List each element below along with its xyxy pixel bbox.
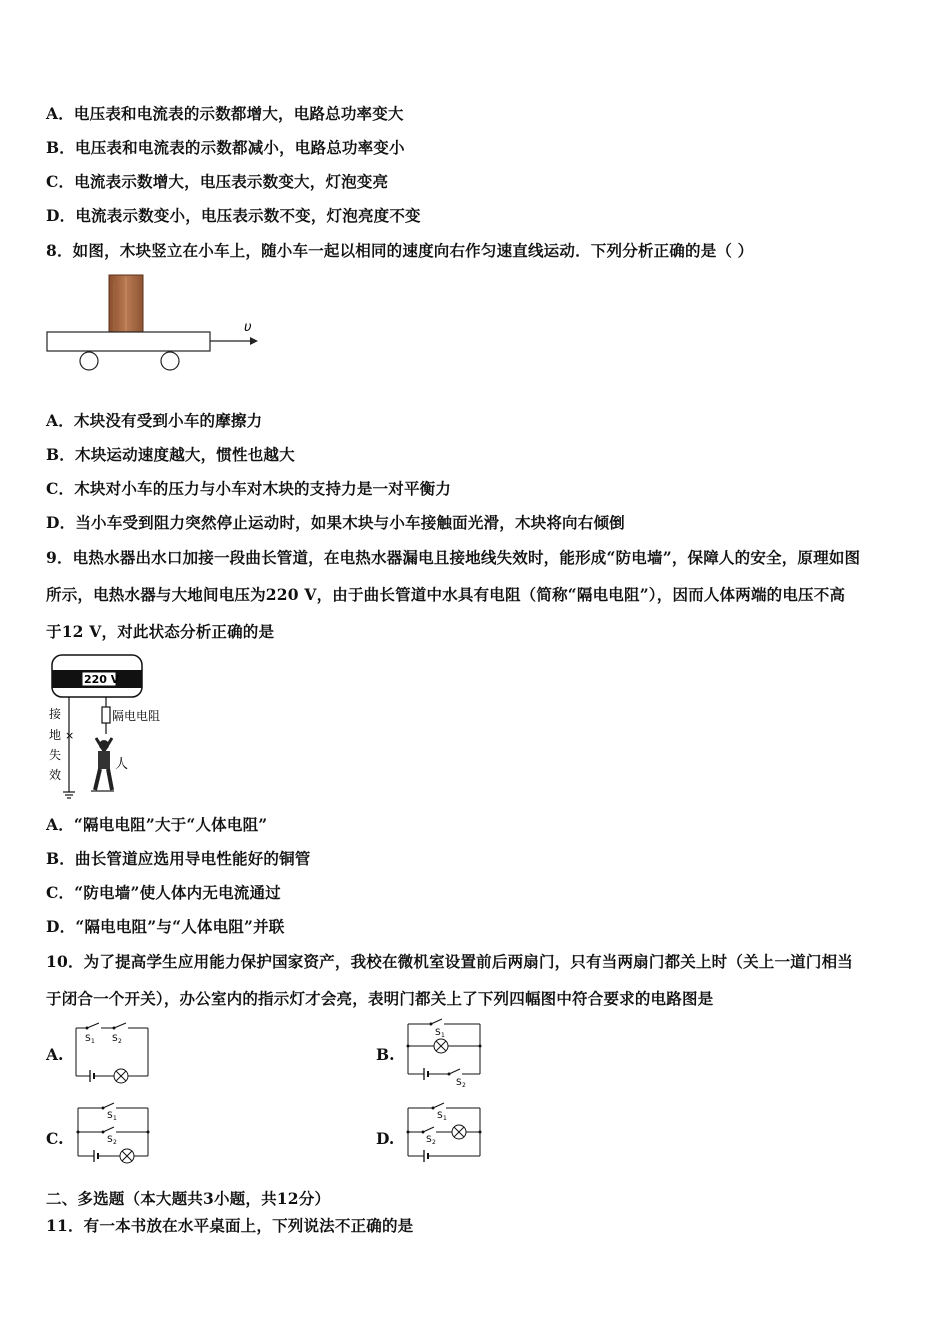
svg-text:1: 1 <box>91 1038 95 1045</box>
svg-text:S: S <box>112 1034 118 1044</box>
svg-text:1: 1 <box>443 1115 447 1122</box>
q8-option-c: C．木块对小车的压力与小车对木块的支持力是一对平衡力 <box>46 479 452 498</box>
q10-circuit-d <box>402 1100 487 1170</box>
ground-char-1: 接 <box>49 707 62 721</box>
svg-text:S: S <box>107 1111 113 1121</box>
ground-char-4: 效 <box>49 768 62 782</box>
velocity-label: υ <box>244 320 252 335</box>
q10-choice-c-label: C. <box>46 1129 64 1148</box>
svg-text:×: × <box>65 729 75 742</box>
svg-text:S: S <box>456 1078 462 1088</box>
svg-text:1: 1 <box>441 1032 445 1039</box>
q8-stem: 8．如图，木块竖立在小车上，随小车一起以相同的速度向右作匀速直线运动．下列分析正确的是（ ） <box>46 241 754 260</box>
q9-stem-line2: 所示，电热水器与大地间电压为220 V，由于曲长管道中水具有电阻（简称“隔电电阻”），因而人体两端的电压不高 <box>46 585 846 604</box>
ground-char-2: 地 <box>49 728 62 742</box>
ground-char-3: 失 <box>49 748 62 762</box>
q10-circuit-a <box>72 1020 152 1088</box>
isolation-resistor <box>102 707 110 723</box>
q7-option-a: A．电压表和电流表的示数都增大，电路总功率变大 <box>46 104 404 123</box>
q9-option-b: B．曲长管道应选用导电性能好的铜管 <box>46 849 311 868</box>
q10-choice-d-label: D. <box>376 1129 395 1148</box>
svg-text:2: 2 <box>118 1038 122 1045</box>
q9-option-c: C．“防电墙”使人体内无电流通过 <box>46 883 281 902</box>
svg-text:2: 2 <box>432 1139 436 1146</box>
q8-option-d: D．当小车受到阻力突然停止运动时，如果木块与小车接触面光滑，木块将向右倾倒 <box>46 513 625 532</box>
q9-option-d: D．“隔电电阻”与“人体电阻”并联 <box>46 917 285 936</box>
svg-text:S: S <box>107 1135 113 1145</box>
q9-option-a: A．“隔电电阻”大于“人体电阻” <box>46 815 268 834</box>
svg-text:2: 2 <box>113 1139 117 1146</box>
q10-stem-line2: 于闭合一个开关），办公室内的指示灯才会亮，表明门都关上了下列四幅图中符合要求的电路图是 <box>46 989 714 1008</box>
q9-stem-line1: 9．电热水器出水口加接一段曲长管道，在电热水器漏电且接地线失效时，能形成“防电墙”，保障人的安全，原理如图 <box>46 548 861 567</box>
cart-body <box>47 332 210 351</box>
resistor-label: 隔电电阻 <box>112 709 161 723</box>
q7-option-c: C．电流表示数增大，电压表示数变大，灯泡变亮 <box>46 172 389 191</box>
q10-stem-line1: 10．为了提高学生应用能力保护国家资产，我校在微机室设置前后两扇门，只有当两扇门都关上时（关上一道门相当 <box>46 952 853 971</box>
q10-choice-b-label: B. <box>376 1045 395 1064</box>
svg-text:S: S <box>437 1111 443 1121</box>
q8-option-a: A．木块没有受到小车的摩擦力 <box>46 411 263 430</box>
svg-text:S: S <box>435 1028 441 1038</box>
q8-cart-figure <box>44 272 264 378</box>
q10-circuit-c <box>72 1100 154 1170</box>
person-figure <box>91 738 114 791</box>
q10-choice-a-label: A. <box>46 1045 64 1064</box>
person-label: 人 <box>115 757 129 772</box>
cart-wheel-left <box>80 352 98 370</box>
section-2-heading: 二、多选题（本大题共3小题，共12分） <box>46 1189 331 1208</box>
svg-text:S: S <box>426 1135 432 1145</box>
svg-text:S: S <box>85 1034 91 1044</box>
q10-circuit-b <box>402 1016 487 1088</box>
q9-stem-line3: 于12 V，对此状态分析正确的是 <box>46 622 275 641</box>
q7-option-d: D．电流表示数变小，电压表示数不变，灯泡亮度不变 <box>46 206 421 225</box>
q9-water-heater-figure <box>44 652 184 800</box>
cart-wheel-right <box>161 352 179 370</box>
q8-option-b: B．木块运动速度越大，惯性也越大 <box>46 445 295 464</box>
svg-text:1: 1 <box>113 1115 117 1122</box>
svg-text:2: 2 <box>462 1082 466 1088</box>
q7-option-b: B．电压表和电流表的示数都减小，电路总功率变小 <box>46 138 405 157</box>
q11-stem: 11．有一本书放在水平桌面上，下列说法不正确的是 <box>46 1216 414 1235</box>
voltage-label: 220 V <box>84 673 120 686</box>
